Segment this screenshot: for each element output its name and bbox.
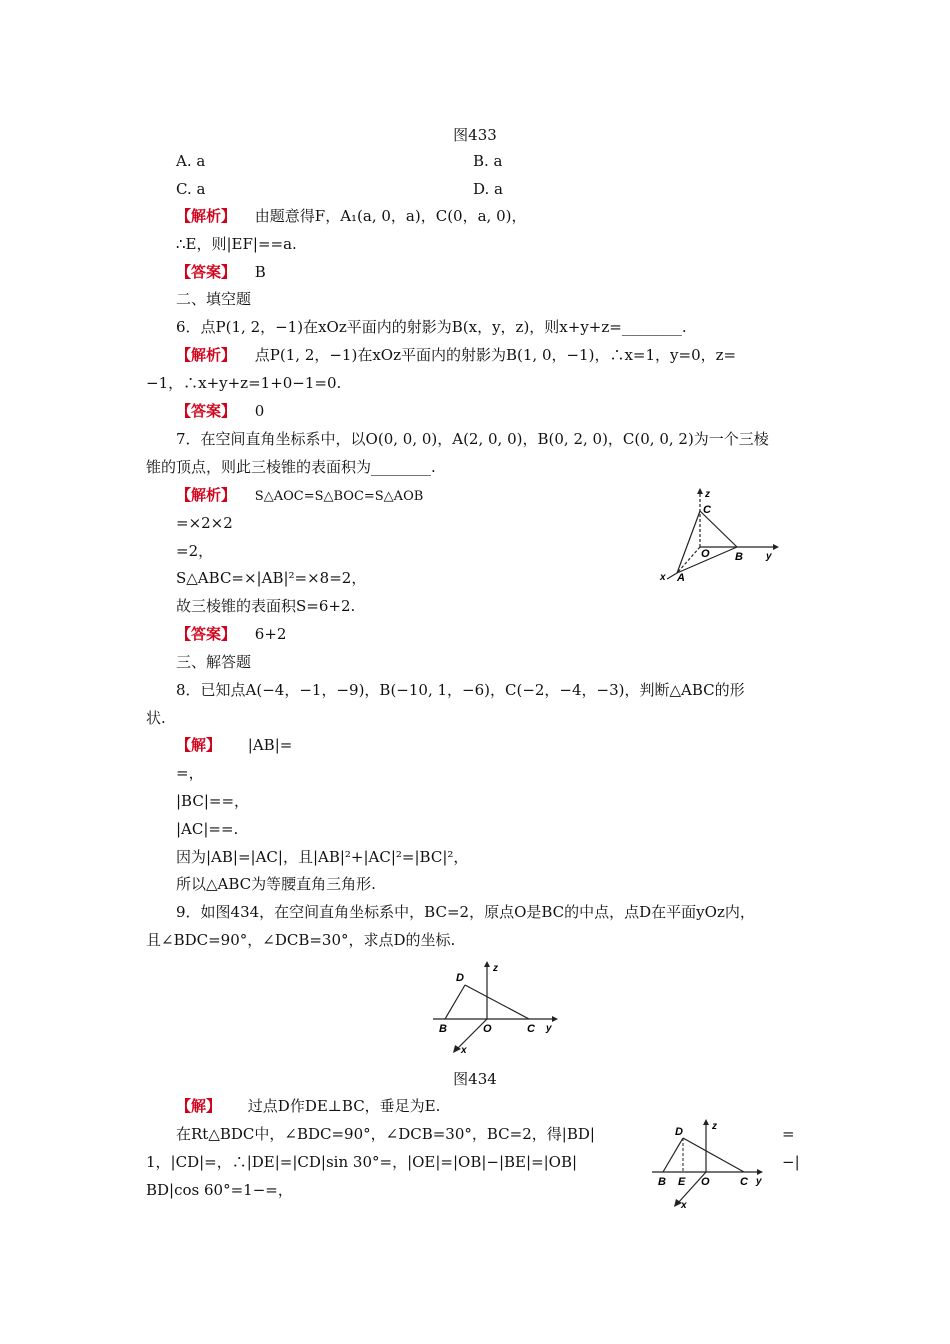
- q8-line1: 8．已知点A(−4，−1，−9)，B(−10, 1，−6)，C(−2，−4，−3)，判断△ABC的形: [176, 681, 745, 699]
- label-c: C: [527, 1023, 535, 1035]
- q6-answer-value: 0: [254, 402, 265, 420]
- q8-sol-line4: |AC|==.: [176, 820, 239, 838]
- solution-tag: 【解】: [176, 1097, 222, 1115]
- q8-line2: 状.: [146, 709, 166, 727]
- z-axis-arrow: [703, 1119, 709, 1125]
- q9-sol-line2-tail: =: [782, 1125, 795, 1143]
- q7-line2: 锥的顶点，则此三棱锥的表面积为________.: [146, 458, 436, 476]
- y-axis-arrow: [757, 1169, 763, 1175]
- label-o: O: [701, 1176, 710, 1188]
- label-e: E: [678, 1176, 686, 1188]
- q6-analysis-line1: 点P(1, 2，−1)在xOz平面内的射影为B(1, 0，−1)，∴x=1，y=0，z=: [254, 346, 737, 364]
- label-b: B: [439, 1023, 447, 1035]
- q9-line2: 且∠BDC=90°，∠DCB=30°，求点D的坐标.: [146, 931, 456, 949]
- q7-analysis-line2: =×2×2: [176, 514, 233, 532]
- q7-answer: [176, 624, 286, 644]
- label-a: A: [677, 572, 685, 584]
- label-o: O: [483, 1023, 492, 1035]
- z-axis-arrow: [697, 488, 703, 494]
- label-c: C: [740, 1176, 748, 1188]
- q8-sol-line5: 因为|AB|=|AC|，且|AB|²+|AC|²=|BC|²，: [176, 848, 469, 866]
- label-c: C: [703, 504, 711, 516]
- q9-solution: [176, 1096, 440, 1116]
- q8-solution: [176, 735, 292, 755]
- solution-tag: 【解】: [176, 736, 222, 754]
- q5-answer-value: B: [254, 263, 266, 281]
- q9-sol-line3: 1，|CD|=，∴|DE|=|CD|sin 30°=，|OE|=|OB|−|BE|=|OB|: [146, 1153, 578, 1171]
- q7-analysis: [176, 485, 423, 507]
- q7-tetrahedron-figure: [655, 485, 785, 585]
- q8-sol-line6: 所以△ABC为等腰直角三角形.: [176, 875, 376, 893]
- q7-analysis-line3: =2，: [176, 542, 214, 560]
- option-c: C. a: [176, 180, 206, 198]
- q5-analysis-line1: 由题意得F，A₁(a, 0，a)，C(0，a, 0)，: [254, 207, 527, 225]
- q9-sol-line4: BD|cos 60°=1−=，: [146, 1181, 293, 1199]
- q6-analysis-line2: −1，∴x+y+z=1+0−1=0.: [146, 374, 342, 392]
- analysis-tag: 【解析】: [176, 346, 237, 364]
- label-y: y: [756, 1176, 762, 1187]
- label-o: O: [701, 548, 710, 560]
- z-axis-arrow: [484, 961, 490, 967]
- q6-analysis: [176, 345, 736, 365]
- q7-analysis-line5: 故三棱锥的表面积S=6+2.: [176, 597, 356, 615]
- q7-analysis-line1: S△AOC=S△BOC=S△AOB: [254, 489, 424, 504]
- y-axis-arrow: [552, 1016, 558, 1022]
- label-y: y: [546, 1023, 552, 1034]
- q7-analysis-line4: S△ABC=×|AB|²=×8=2，: [176, 569, 367, 587]
- q9-sol-line3-tail: −|: [782, 1153, 800, 1171]
- label-x: x: [660, 572, 666, 583]
- label-z: z: [712, 1121, 717, 1132]
- segment-dc: [683, 1138, 744, 1172]
- q7-line1: 7．在空间直角坐标系中，以O(0, 0, 0)，A(2, 0, 0)，B(0, 2, 0)，C(0, 0, 2)为一个三棱: [176, 430, 769, 448]
- q7-answer-value: 6+2: [254, 625, 287, 643]
- label-d: D: [675, 1126, 683, 1138]
- label-b: B: [658, 1176, 666, 1188]
- edge-cb: [700, 511, 737, 547]
- section-fill-blank: 二、填空题: [176, 290, 252, 308]
- label-d: D: [456, 972, 464, 984]
- segment-bd: [445, 985, 465, 1019]
- label-x: x: [681, 1200, 687, 1211]
- q9-line1: 9．如图434，在空间直角坐标系中，BC=2，原点O是BC的中点，点D在平面yOz内，: [176, 903, 755, 921]
- label-z: z: [493, 963, 498, 974]
- analysis-tag: 【解析】: [176, 207, 237, 225]
- q9-solution-figure: [648, 1115, 778, 1215]
- q8-sol-line3: |BC|==，: [176, 792, 250, 810]
- label-y: y: [766, 551, 772, 562]
- label-b: B: [735, 551, 743, 563]
- fig433-caption: 图433: [453, 126, 497, 144]
- q6-text: 6．点P(1, 2，−1)在xOz平面内的射影为B(x，y，z)，则x+y+z=________.: [176, 318, 687, 336]
- q8-sol-line2: =，: [176, 764, 204, 782]
- section-solve: 三、解答题: [176, 653, 252, 671]
- answer-tag: 【答案】: [176, 625, 237, 643]
- q5-analysis-line2: ∴E，则|EF|==a.: [176, 235, 297, 253]
- segment-dc: [465, 985, 529, 1019]
- edge-ca: [677, 511, 700, 573]
- label-x: x: [461, 1045, 467, 1056]
- option-d: D. a: [473, 180, 503, 198]
- segment-bd: [663, 1138, 683, 1172]
- q6-answer: [176, 401, 264, 421]
- fig434-figure: [425, 957, 565, 1057]
- option-b: B. a: [473, 152, 503, 170]
- option-a: A. a: [176, 152, 206, 170]
- q9-sol-line1: 过点D作DE⊥BC，垂足为E.: [247, 1097, 441, 1115]
- analysis-tag: 【解析】: [176, 486, 237, 504]
- fig434-caption: 图434: [453, 1070, 497, 1088]
- q5-analysis: [176, 206, 526, 226]
- answer-tag: 【答案】: [176, 402, 237, 420]
- y-axis-arrow: [773, 544, 779, 550]
- label-z: z: [705, 489, 710, 500]
- q9-sol-line2: 在Rt△BDC中，∠BDC=90°，∠DCB=30°，BC=2，得|BD|: [176, 1125, 595, 1143]
- x-axis-end: [667, 573, 677, 579]
- q8-sol-line1: |AB|=: [247, 736, 293, 754]
- x-axis: [677, 547, 700, 573]
- answer-tag: 【答案】: [176, 263, 237, 281]
- q5-answer: [176, 262, 266, 282]
